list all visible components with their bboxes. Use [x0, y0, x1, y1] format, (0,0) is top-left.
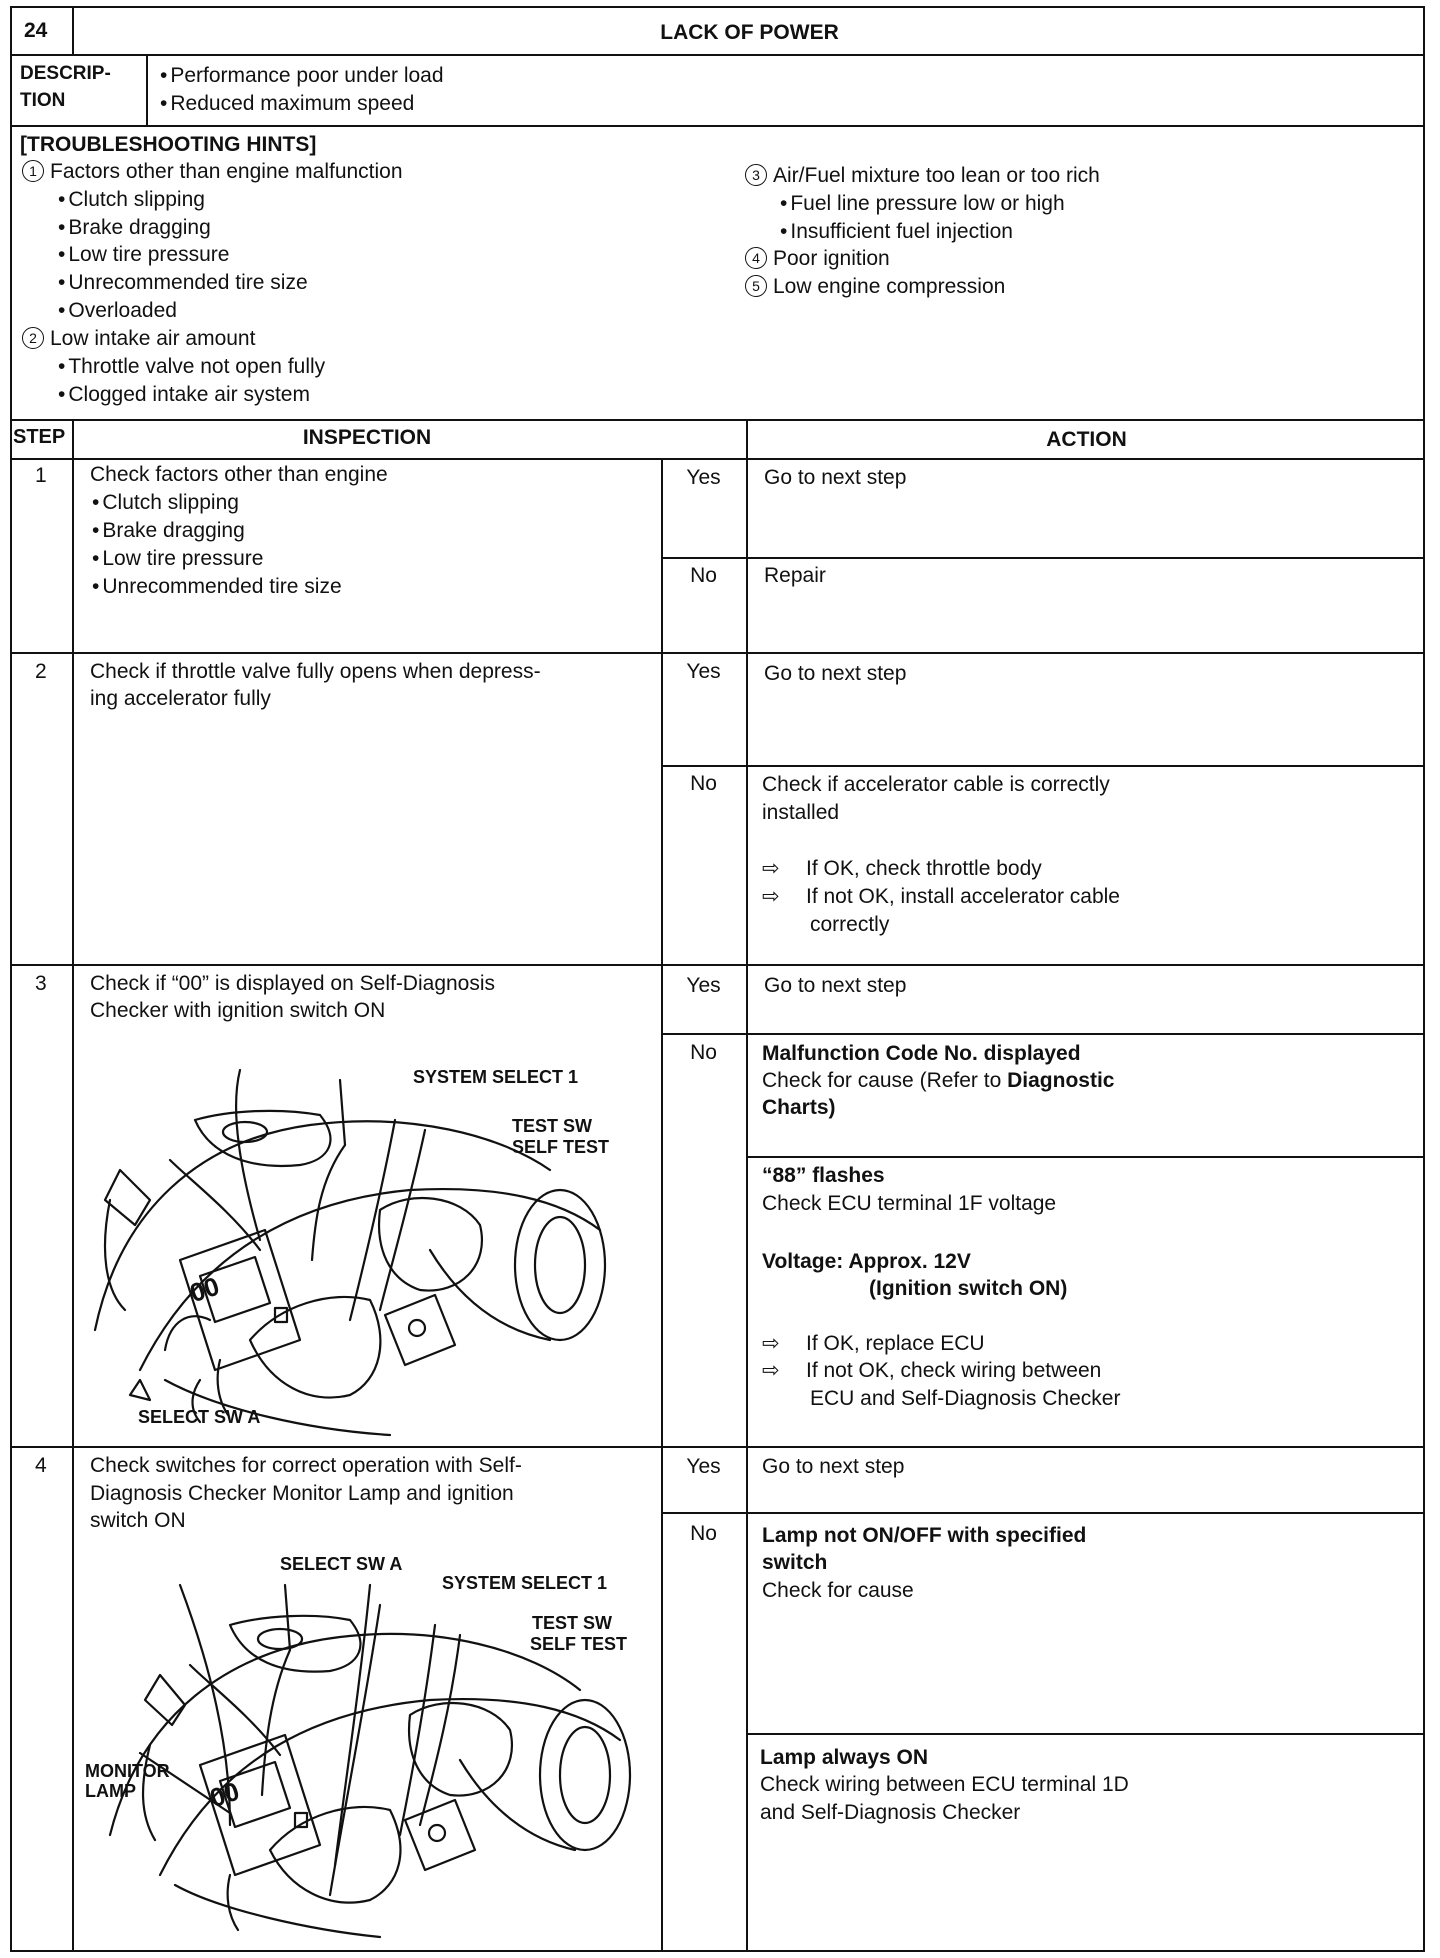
figure-label: LAMP	[85, 1781, 136, 1801]
checker-display: 00	[206, 1775, 243, 1814]
description-label-line2: TION	[20, 90, 66, 111]
column-header-action: ACTION	[1046, 428, 1127, 451]
inspection-bullet: • Brake dragging	[92, 517, 245, 544]
rule-description-label	[146, 54, 148, 125]
no-action: Repair	[764, 564, 826, 587]
rule-step-3	[10, 1446, 1425, 1448]
no-action-line: Check ECU terminal 1F voltage	[762, 1192, 1057, 1215]
figure-label: SELECT SW A	[280, 1554, 403, 1574]
yes-label: Yes	[686, 1455, 721, 1478]
hint-text: Low intake air amount	[50, 327, 256, 350]
hint-group-3	[745, 162, 1100, 189]
rule-step4-no-split	[746, 1733, 1425, 1735]
inspection-bullet: • Low tire pressure	[92, 545, 263, 572]
no-label: No	[690, 564, 717, 587]
figure-label: SELF TEST	[512, 1137, 610, 1157]
rule-step3-yesno	[661, 1033, 1425, 1035]
no-action-emphasis: Diagnostic	[1007, 1069, 1115, 1092]
figure-label: SYSTEM SELECT 1	[413, 1067, 579, 1087]
no-label: No	[690, 772, 717, 795]
hint-item: • Fuel line pressure low or high	[780, 190, 1065, 217]
no-action-emphasis: Charts)	[762, 1096, 836, 1119]
inspection-bullet: • Unrecommended tire size	[92, 573, 342, 600]
yes-action: Go to next step	[764, 466, 907, 489]
no-action-arrow-continuation: ECU and Self-Diagnosis Checker	[810, 1387, 1121, 1410]
step-inspection: Check factors other than engine	[90, 463, 388, 486]
figure-label: TEST SW	[512, 1116, 592, 1136]
hint-item: • Low tire pressure	[58, 241, 229, 268]
hint-item: • Unrecommended tire size	[58, 269, 308, 296]
figure-label: TEST SW	[532, 1613, 612, 1633]
rule-step-1	[10, 652, 1425, 654]
hint-text: Low engine compression	[773, 275, 1006, 298]
engine-illustration	[80, 1050, 655, 1440]
column-header-inspection: INSPECTION	[302, 426, 432, 449]
rule-header	[10, 54, 1425, 56]
hint-number: 4	[745, 247, 767, 269]
hint-item: • Throttle valve not open fully	[58, 353, 325, 380]
yes-label: Yes	[686, 974, 721, 997]
arrow-icon: ⇨	[762, 885, 780, 908]
hint-group-1	[22, 158, 403, 185]
step-inspection-line: Diagnosis Checker Monitor Lamp and ignition	[90, 1482, 514, 1505]
figure-label: SELECT SW A	[138, 1407, 261, 1427]
hint-group-4	[745, 245, 890, 272]
voltage-spec: Voltage: Approx. 12V	[762, 1250, 971, 1273]
arrow-icon: ⇨	[762, 1359, 780, 1382]
no-action-title: “88” flashes	[762, 1164, 885, 1187]
step-number: 3	[35, 972, 47, 995]
hint-text: Factors other than engine malfunction	[50, 160, 403, 183]
figure-label: SELF TEST	[530, 1634, 628, 1654]
rule-step-column	[72, 419, 74, 1952]
hint-item: • Insufficient fuel injection	[780, 218, 1013, 245]
arrow-icon: ⇨	[762, 1332, 780, 1355]
arrow-text: If not OK, check wiring between	[806, 1359, 1102, 1382]
rule-step2-yesno	[661, 765, 1425, 767]
description-item: • Reduced maximum speed	[160, 90, 414, 117]
no-label: No	[690, 1522, 717, 1545]
hint-text: Air/Fuel mixture too lean or too rich	[773, 164, 1100, 187]
step-inspection-line: Check if “00” is displayed on Self-Diagnosis	[90, 972, 496, 995]
monitor-lamp-figure	[80, 1554, 655, 1945]
engine-bay-checker-figure	[80, 1050, 655, 1440]
no-action-arrow-continuation: correctly	[810, 913, 890, 936]
description-label-line1: DESCRIP-	[20, 63, 111, 84]
yes-action: Go to next step	[762, 1455, 905, 1478]
step-inspection-line: Check switches for correct operation with Self-	[90, 1454, 522, 1477]
rule-hints	[10, 419, 1425, 421]
no-action-line: installed	[762, 801, 840, 824]
hint-group-5	[745, 273, 1005, 300]
page-title: LACK OF POWER	[660, 21, 839, 44]
yes-action: Go to next step	[764, 662, 907, 685]
no-action-title: Malfunction Code No. displayed	[762, 1042, 1081, 1065]
description-item: • Performance poor under load	[160, 62, 444, 89]
no-action-arrow-line	[762, 883, 1120, 910]
hint-item: • Brake dragging	[58, 214, 211, 241]
no-action-line: Check wiring between ECU terminal 1D	[760, 1773, 1129, 1796]
no-action-line	[762, 1067, 1114, 1094]
voltage-spec-condition: (Ignition switch ON)	[869, 1277, 1068, 1300]
no-action-arrow-line	[762, 1330, 985, 1357]
step-number: 1	[35, 464, 47, 487]
step-inspection-line: ing accelerator fully	[90, 687, 271, 710]
step-number: 4	[35, 1454, 47, 1477]
hint-number: 2	[22, 327, 44, 349]
no-action-line: and Self-Diagnosis Checker	[760, 1801, 1021, 1824]
step-inspection-line: switch ON	[90, 1509, 186, 1532]
no-action-arrow-line	[762, 1357, 1101, 1384]
yes-action: Go to next step	[764, 974, 907, 997]
column-header-step: STEP	[13, 426, 66, 448]
no-action-line: Check if accelerator cable is correctly	[762, 773, 1110, 796]
step-inspection-line: Checker with ignition switch ON	[90, 999, 386, 1022]
yes-label: Yes	[686, 660, 721, 683]
rule-step4-yesno	[661, 1512, 1425, 1514]
rule-step3-no-split	[746, 1156, 1425, 1158]
hint-item: • Clogged intake air system	[58, 381, 310, 408]
arrow-text: If not OK, install accelerator cable	[806, 885, 1120, 908]
rule-step1-yesno	[661, 557, 1425, 559]
arrow-icon: ⇨	[762, 857, 780, 880]
hint-number: 3	[745, 164, 767, 186]
rule-table-header	[10, 458, 1425, 460]
no-action-title: Lamp always ON	[760, 1746, 929, 1769]
hints-title: [TROUBLESHOOTING HINTS]	[20, 133, 317, 156]
rule-action-column	[746, 419, 748, 1952]
no-label: No	[690, 1041, 717, 1064]
no-action-title: Lamp not ON/OFF with specified	[762, 1524, 1087, 1547]
rule-description	[10, 125, 1425, 127]
no-action-arrow-line	[762, 855, 1042, 882]
no-action-text: Check for cause (Refer to	[762, 1069, 1008, 1092]
arrow-text: If OK, check throttle body	[806, 857, 1042, 880]
hint-item: • Clutch slipping	[58, 186, 205, 213]
step-inspection-line: Check if throttle valve fully opens when depress-	[90, 660, 541, 683]
header-number: 24	[24, 19, 48, 42]
arrow-text: If OK, replace ECU	[806, 1332, 985, 1355]
rule-step-2	[10, 964, 1425, 966]
hint-text: Poor ignition	[773, 247, 890, 270]
hint-item: • Overloaded	[58, 297, 177, 324]
hint-group-2	[22, 325, 255, 352]
yes-label: Yes	[686, 466, 721, 489]
hint-number: 5	[745, 275, 767, 297]
no-action-title: switch	[762, 1551, 828, 1574]
step-number: 2	[35, 660, 47, 683]
hint-number: 1	[22, 160, 44, 182]
no-action-line: Check for cause	[762, 1579, 914, 1602]
figure-label: SYSTEM SELECT 1	[442, 1573, 608, 1593]
checker-display: 00	[186, 1270, 223, 1309]
inspection-bullet: • Clutch slipping	[92, 489, 239, 516]
figure-label: MONITOR	[85, 1761, 170, 1781]
